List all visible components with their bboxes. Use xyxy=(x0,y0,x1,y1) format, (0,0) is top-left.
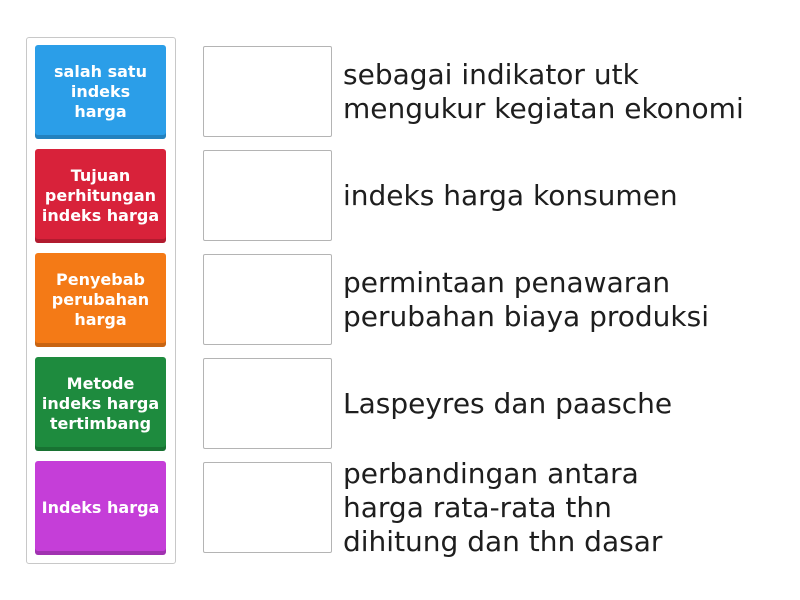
tile-metode-indeks-harga[interactable] xyxy=(35,357,166,451)
description-5: perbandingan antara harga rata-rata thn dihitung dan thn dasar xyxy=(343,456,663,558)
tile-label: Tujuan perhitungan indeks harga xyxy=(41,166,160,225)
tile-indeks-harga[interactable] xyxy=(35,461,166,555)
drop-zone-2[interactable] xyxy=(203,150,332,241)
tile-penyebab-perubahan-harga[interactable] xyxy=(35,253,166,347)
tile-tujuan-perhitungan[interactable] xyxy=(35,149,166,243)
drop-zone-1[interactable] xyxy=(203,46,332,137)
tile-label: salah satu indeks harga xyxy=(54,62,147,121)
tile-salah-satu-indeks-harga[interactable] xyxy=(35,45,166,139)
tile-tray xyxy=(26,37,176,564)
description-1: sebagai indikator utk mengukur kegiatan ekonomi xyxy=(343,57,744,125)
drop-zone-3[interactable] xyxy=(203,254,332,345)
tile-label: Penyebab perubahan harga xyxy=(51,270,150,329)
drop-zone-5[interactable] xyxy=(203,462,332,553)
description-4: Laspeyres dan paasche xyxy=(343,386,673,420)
tile-label: Indeks harga xyxy=(41,498,160,517)
tile-label: Metode indeks harga tertimbang xyxy=(41,374,160,433)
description-2: indeks harga konsumen xyxy=(343,178,678,212)
description-3: permintaan penawaran perubahan biaya produksi xyxy=(343,265,709,333)
drop-zone-4[interactable] xyxy=(203,358,332,449)
